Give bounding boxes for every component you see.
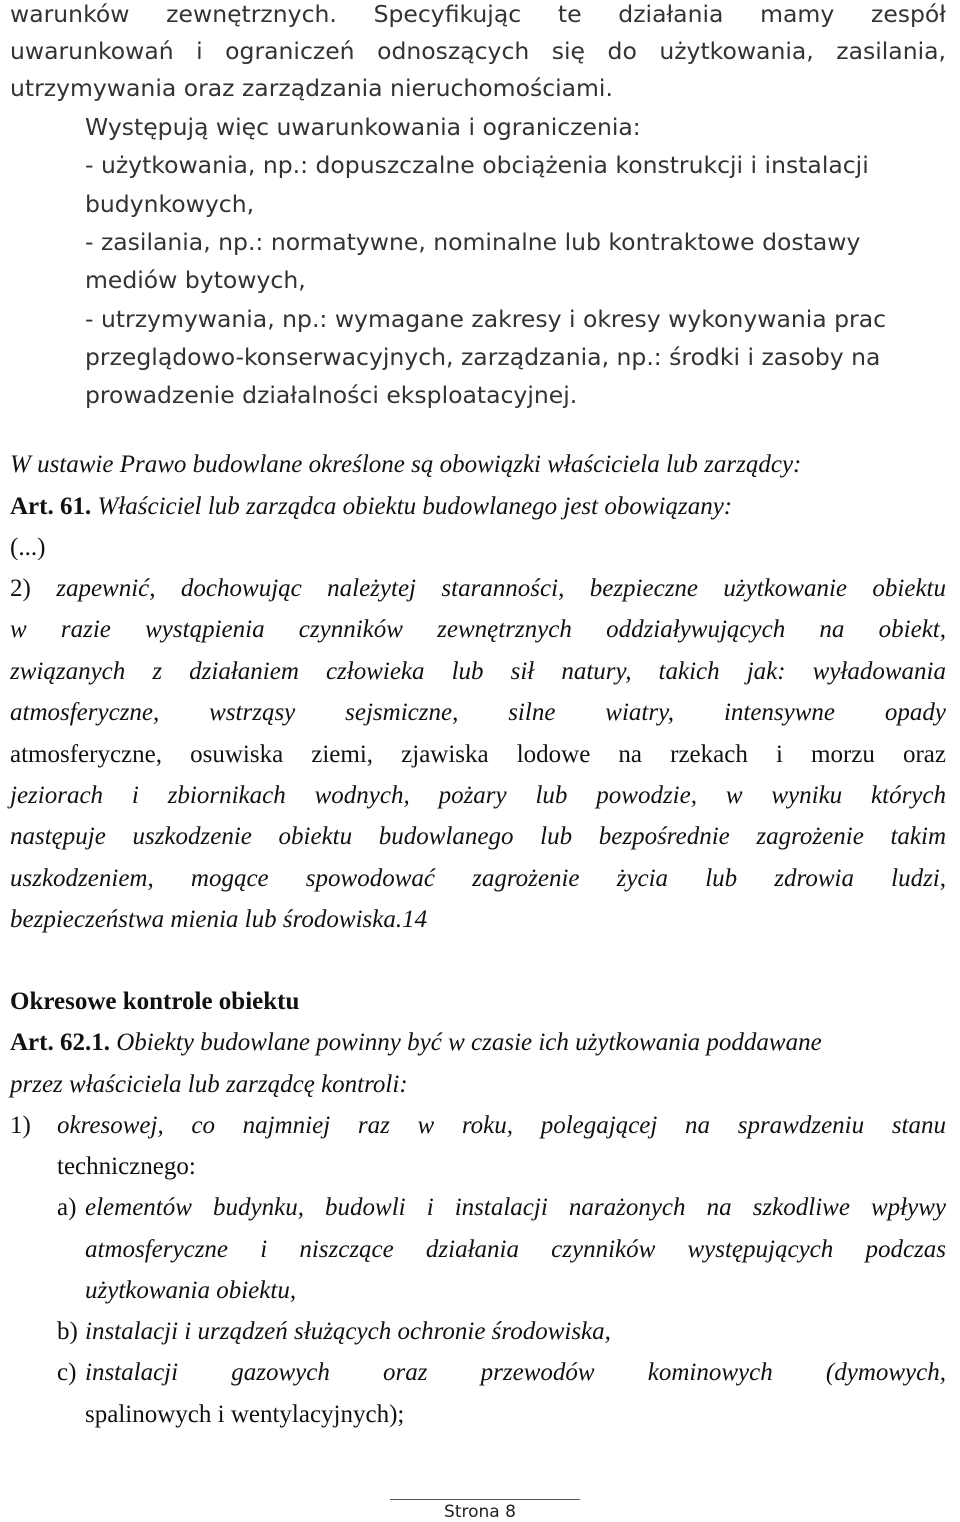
item1-number: 1): [10, 1112, 31, 1139]
intro-item-1: - użytkowania, np.: dopuszczalne obciążenia konstrukcji i instalacji: [85, 151, 869, 179]
p2-line-7: następuje uszkodzenie obiektu budowlanego lub bezpośrednie zagrożenie takim: [10, 823, 946, 850]
page-number: Strona 8: [444, 1502, 516, 1522]
p2-line-2: w razie wystąpienia czynników zewnętrznych oddziaływujących na obiekt,: [10, 616, 946, 643]
section-heading: Okresowe kontrole obiektu: [10, 988, 300, 1015]
p2-line-3: związanych z działaniem człowieka lub sił natury, takich jak: wyładowania: [10, 658, 946, 685]
intro-item-5: - utrzymywania, np.: wymagane zakresy i okresy wykonywania prac: [85, 305, 887, 333]
p2-line-9: bezpieczeństwa mienia lub środowiska.14: [10, 906, 428, 933]
ellipsis: (...): [10, 534, 46, 561]
p2-line-4: atmosferyczne, wstrząsy sejsmiczne, silne wiatry, intensywne opady: [10, 699, 946, 726]
item-a-line-2: atmosferyczne i niszczące działania czynników występujących podczas: [85, 1236, 946, 1263]
art62-text: Obiekty budowlane powinny być w czasie ich użytkowania poddawane: [109, 1029, 822, 1056]
intro-item-2: budynkowych,: [85, 190, 255, 218]
art62-line: [10, 1029, 822, 1057]
art61-line: [10, 493, 732, 521]
intro-item-3: - zasilania, np.: normatywne, nominalne lub kontraktowe dostawy: [85, 228, 861, 256]
intro-line-2: uwarunkowań i ograniczeń odnoszących się do użytkowania, zasilania,: [10, 37, 946, 65]
art61-text: Właściciel lub zarządca obiektu budowlanego jest obowiązany:: [91, 493, 733, 520]
law-intro: W ustawie Prawo budowlane określone są obowiązki właściciela lub zarządcy:: [10, 451, 802, 478]
intro-item-7: prowadzenie działalności eksploatacyjnej.: [85, 381, 578, 409]
item-a-line-1: elementów budynku, budowli i instalacji narażonych na szkodliwe wpływy: [85, 1194, 946, 1221]
art61-number: Art. 61.: [10, 493, 92, 520]
p2-line-5: atmosferyczne, osuwiska ziemi, zjawiska lodowe na rzekach i morzu oraz: [10, 741, 946, 768]
p2-line-6: jeziorach i zbiornikach wodnych, pożary lub powodzie, w wyniku których: [10, 782, 946, 809]
footer-rule: [390, 1499, 580, 1500]
item-c-line-1: instalacji gazowych oraz przewodów kominowych (dymowych,: [85, 1359, 946, 1386]
intro-line-4: Występują więc uwarunkowania i ograniczenia:: [85, 113, 641, 141]
item1-line-1: okresowej, co najmniej raz w roku, polegającej na sprawdzeniu stanu: [57, 1112, 946, 1139]
item-a-line-3: użytkowania obiektu,: [85, 1277, 297, 1304]
p2-number: 2): [10, 575, 31, 602]
p2-line-1: 2) zapewnić, dochowując należytej staranności, bezpieczne użytkowanie obiektu: [10, 575, 946, 602]
intro-item-6: przeglądowo-konserwacyjnych, zarządzania, np.: środki i zasoby na: [85, 343, 881, 371]
art62-line-2: przez właściciela lub zarządcę kontroli:: [10, 1071, 408, 1098]
item1-line-2: technicznego:: [57, 1153, 196, 1180]
p2-line-8: uszkodzeniem, mogące spowodować zagrożenie życia lub zdrowia ludzi,: [10, 865, 946, 892]
item-c-label: c): [57, 1359, 77, 1386]
item-b-label: b): [57, 1318, 78, 1345]
art62-number: Art. 62.1.: [10, 1029, 110, 1056]
intro-line-3: utrzymywania oraz zarządzania nieruchomościami.: [10, 74, 613, 102]
item-c-line-2: spalinowych i wentylacyjnych);: [85, 1401, 405, 1428]
intro-line-1: warunków zewnętrznych. Specyfikując te działania mamy zespół: [10, 0, 946, 28]
item-a-label: a): [57, 1194, 77, 1221]
item-b-line-1: instalacji i urządzeń służących ochronie środowiska,: [85, 1318, 611, 1345]
intro-item-4: mediów bytowych,: [85, 266, 306, 294]
